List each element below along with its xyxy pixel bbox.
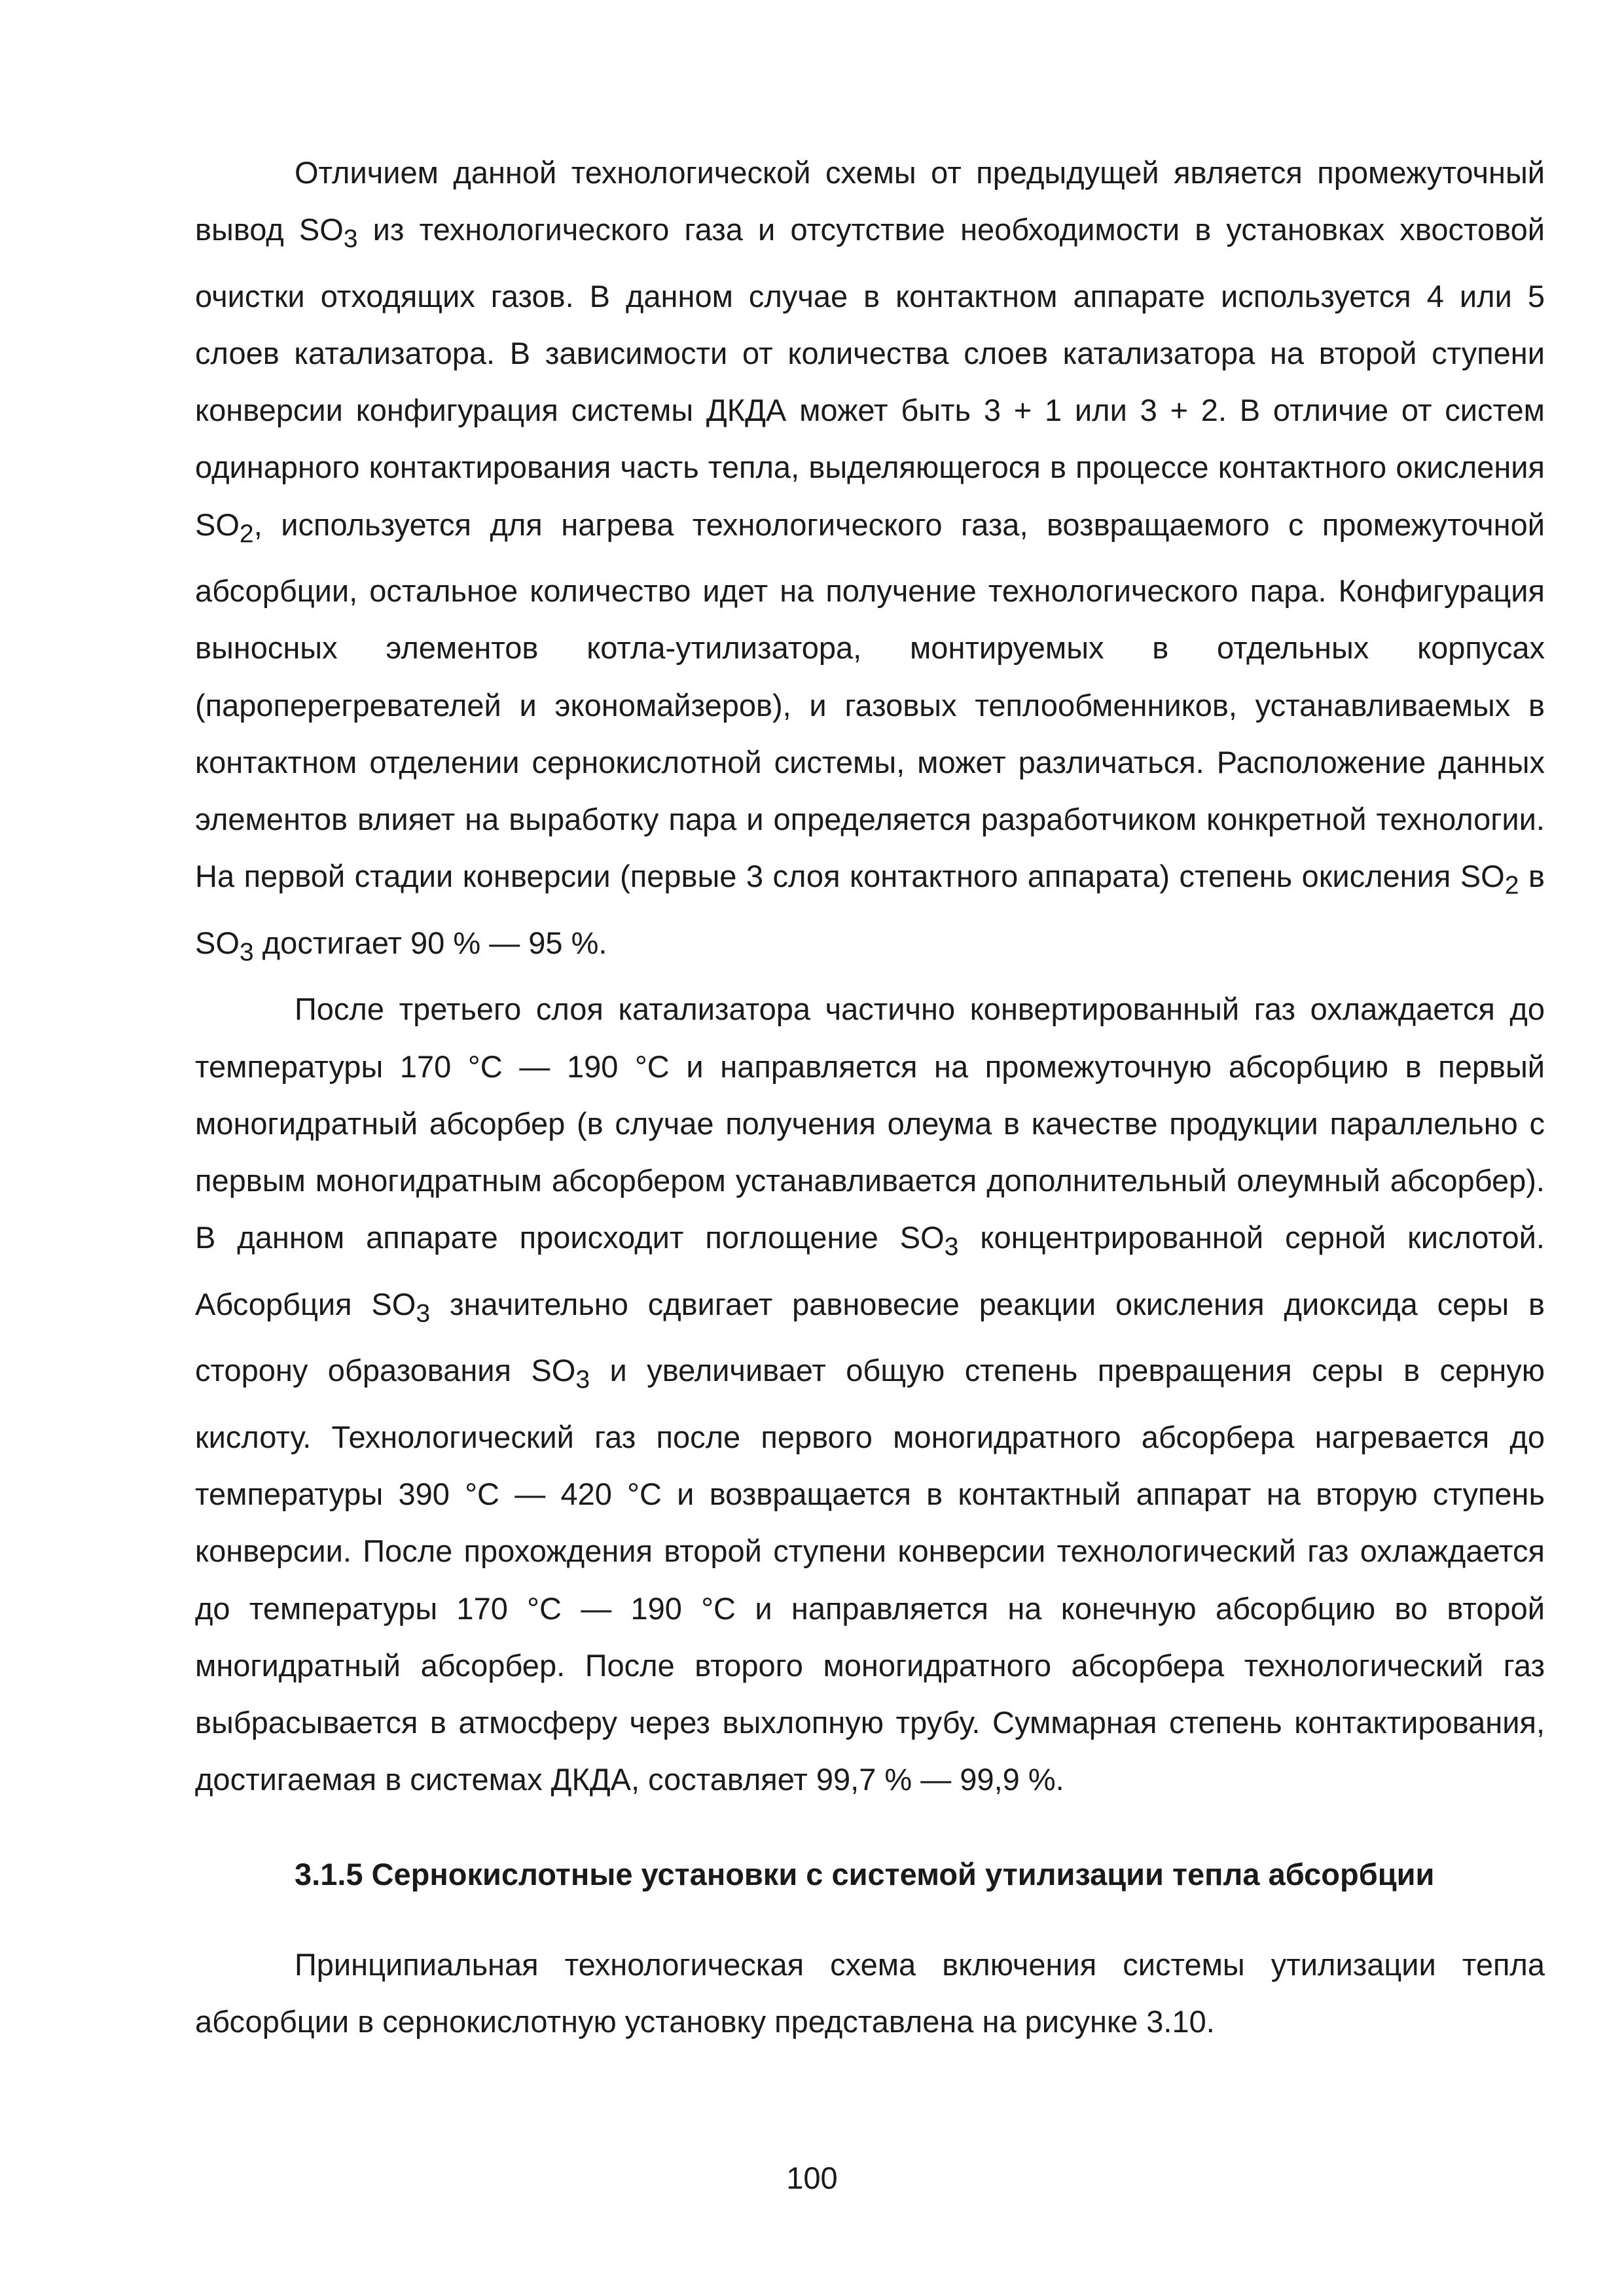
page-content: [195, 144, 1545, 2050]
text-run: концентрированной серной кислотой. Абсорбция SO: [195, 1220, 1545, 1321]
subscript: 3: [239, 938, 254, 967]
text-run: Отличием данной технологической схемы от предыдущей является промежуточный вывод SO: [195, 155, 1545, 247]
text-run: После третьего слоя катализатора частично конвертированный газ охлаждается до температуры 170 °С — 190 °С и направляется на промежуточную абсорбцию в первый моногидратный абсорбер (в случае получения олеума в качестве продукции параллельно с первым моногидратным абсорбером устанавливается дополнительный олеумный абсорбер). В данном аппарате происходит поглощение SO: [195, 992, 1545, 1255]
text-run: значительно сдвигает равновесие реакции окисления диоксида серы в сторону образования SO: [195, 1286, 1545, 1388]
subscript: 2: [239, 520, 254, 548]
page-number: 100: [786, 2161, 838, 2195]
text-run: и увеличивает общую степень превращения серы в серную кислоту. Технологический газ после первого моногидратного абсорбера нагревается до температуры 390 °С — 420 °С и возвращается в контактный аппарат на вторую ступень конверсии. После прохождения второй ступени конверсии технологический газ охлаждается до температуры 170 °С — 190 °С и направляется на конечную абсорбцию во второй многидратный абсорбер. После второго моногидратного абсорбера технологический газ выбрасывается в атмосферу через выхлопную трубу. Суммарная степень контактирования, достигаемая в системах ДКДА, составляет 99,7 % — 99,9 %.: [195, 1353, 1545, 1797]
section-heading: 3.1.5 Сернокислотные установки с системой утилизации тепла абсорбции: [295, 1857, 1435, 1892]
subscript: 3: [416, 1299, 431, 1328]
subscript: 3: [575, 1365, 590, 1394]
subscript: 3: [944, 1232, 959, 1261]
subscript: 2: [1504, 871, 1519, 900]
text-run: из технологического газа и отсутствие необходимости в установках хвостовой очистки отходящих газов. В данном случае в контактном аппарате используется 4 или 5 слоев катализатора. В зависимости от количества слоев катализатора на второй ступени конверсии конфигурация системы ДКДА может быть 3 + 1 или 3 + 2. В отличие от систем одинарного контактирования часть тепла, выделяющегося в процессе контактного окисления SO: [195, 212, 1545, 542]
paragraph-1: [195, 144, 1545, 980]
paragraph-2: [195, 980, 1545, 1808]
paragraph-3: Принципиальная технологическая схема включения системы утилизации тепла абсорбции в сернокислотную установку представлена на рисунке 3.10.: [195, 1946, 1545, 2039]
text-run: достигает 90 % — 95 %.: [253, 925, 607, 960]
subscript: 3: [343, 224, 358, 253]
text-run: , используется для нагрева технологического газа, возвращаемого с промежуточной абсорбции, остальное количество идет на получение технологического пара. Конфигурация выносных элементов котла-утилизатора, монтируемых в отдельных корпусах (пароперегревателей и экономайзеров), и газовых теплообменников, устанавливаемых в контактном отделении сернокислотной системы, может различаться. Расположение данных элементов влияет на выработку пара и определяется разработчиком конкретной технологии. На первой стадии конверсии (первые 3 слоя контактного аппарата) степень окисления SO: [195, 507, 1545, 894]
text-run: в SO: [195, 859, 1545, 960]
